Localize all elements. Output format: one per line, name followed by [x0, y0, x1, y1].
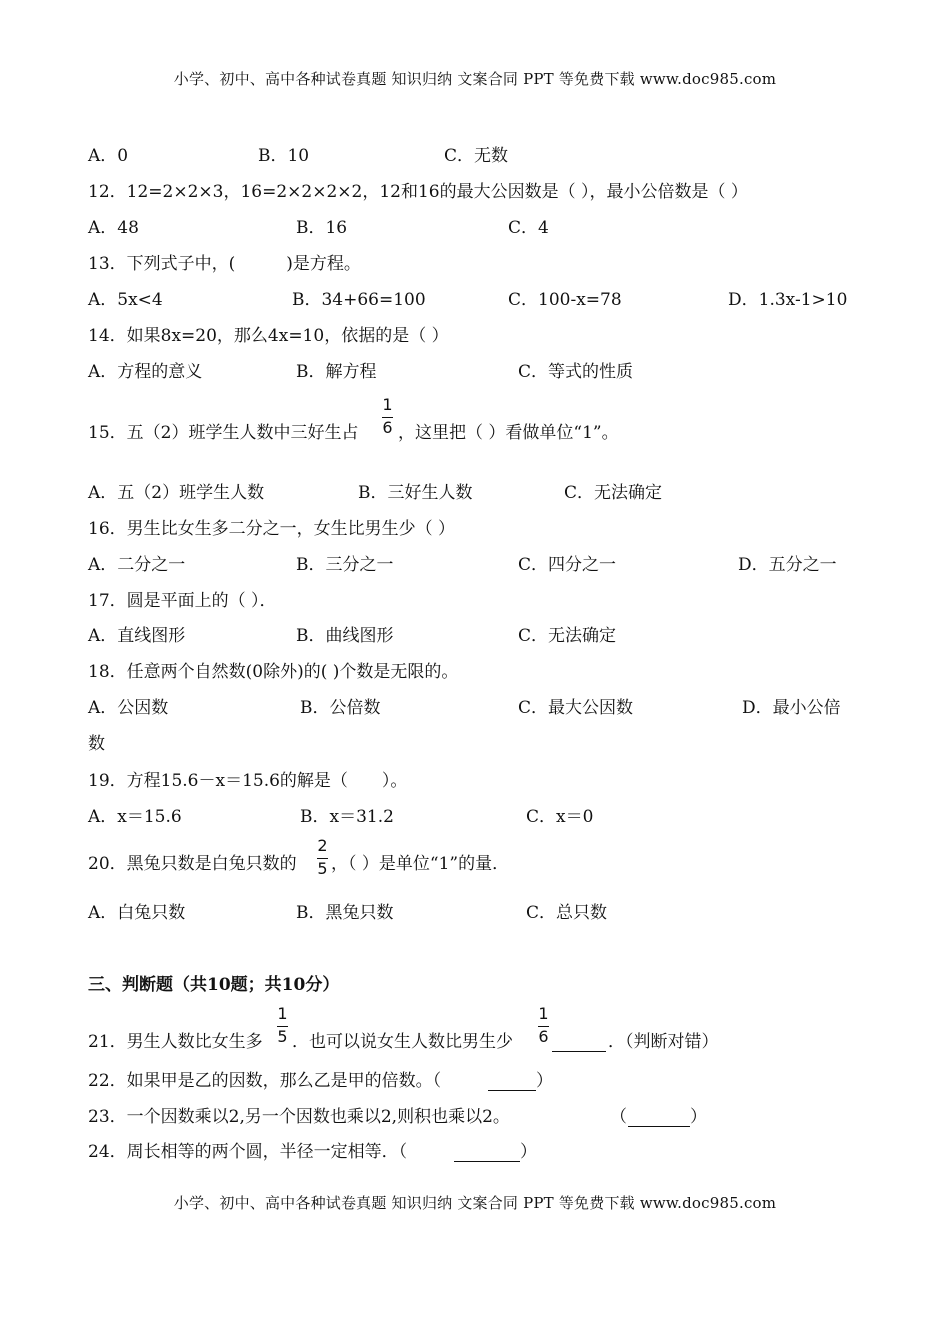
q24-text-pre: 24．周长相等的两个圆，半径一定相等．（	[88, 1142, 408, 1162]
page-header: 小学、初中、高中各种试卷真题 知识归纳 文案合同 PPT 等免费下载 www.doc985.com	[173, 70, 777, 88]
q21-fraction-1-numerator: 1	[277, 1004, 288, 1023]
q22-text-post: ）	[536, 1071, 553, 1091]
q13-options	[88, 289, 868, 311]
q14-option-b: B．解方程	[296, 362, 377, 382]
q22-text	[88, 1070, 788, 1092]
q17-option-b: B．曲线图形	[296, 626, 394, 646]
q21-text-pre: 21．男生人数比女生多	[88, 1032, 263, 1052]
q18-option-a: A．公因数	[88, 698, 169, 718]
q19-option-b: B．x＝31.2	[300, 807, 394, 827]
page-footer: 小学、初中、高中各种试卷真题 知识归纳 文案合同 PPT 等免费下载 www.doc985.com	[173, 1194, 777, 1212]
q20-text-pre: 20．黑兔只数是白兔只数的	[88, 854, 297, 874]
q15-option-b: B．三好生人数	[358, 483, 473, 503]
q15-text-pre: 15．五（2）班学生人数中三好生占	[88, 423, 359, 443]
q21-text	[88, 1004, 788, 1053]
q14-options	[88, 361, 868, 383]
q12-option-c: C．4	[508, 218, 549, 238]
q21-fraction-2-denominator: 6	[538, 1027, 549, 1046]
q15-option-c: C．无法确定	[564, 483, 663, 503]
q18-options	[88, 697, 868, 719]
q15-fraction	[382, 396, 393, 437]
q23-text-post: ）	[690, 1107, 707, 1127]
q17-option-c: C．无法确定	[518, 626, 617, 646]
q23-text	[88, 1106, 788, 1128]
q21-text-post: ．（判断对错）	[608, 1032, 719, 1052]
q23-text-pre: 23．一个因数乘以2,另一个因数也乘以2,则积也乘以2。	[88, 1107, 510, 1127]
q11-option-a: A．0	[88, 146, 129, 166]
q16-option-c: C．四分之一	[518, 555, 617, 575]
q18-text: 18．任意两个自然数(0除外)的( )个数是无限的。	[88, 662, 459, 682]
q14-option-c: C．等式的性质	[518, 362, 634, 382]
q21-text-mid: ．也可以说女生人数比男生少	[292, 1032, 513, 1052]
q11-options	[88, 145, 868, 167]
q18-option-c: C．最大公因数	[518, 698, 634, 718]
q13-text: 13．下列式子中，( )是方程。	[88, 254, 361, 274]
q13-option-b: B．34+66=100	[292, 290, 426, 310]
q16-options	[88, 554, 868, 576]
q24-answer-blank[interactable]	[454, 1141, 520, 1162]
q24-text-post: ）	[520, 1142, 537, 1162]
q21-fraction-1-denominator: 5	[277, 1027, 288, 1046]
q23-answer-blank[interactable]	[628, 1106, 690, 1127]
q15-option-a: A．五（2）班学生人数	[88, 483, 265, 503]
q16-option-b: B．三分之一	[296, 555, 394, 575]
q20-text	[88, 836, 788, 878]
q20-text-post: ，（ ）是单位“1”的量．	[331, 854, 510, 874]
q23-paren-open: （	[610, 1107, 627, 1127]
q20-fraction-numerator: 2	[317, 836, 328, 855]
q16-text: 16．男生比女生多二分之一，女生比男生少（ ）	[88, 519, 456, 539]
section-title: 三、判断题（共10题；共10分）	[88, 975, 340, 995]
q13-option-c: C．100-x=78	[508, 290, 622, 310]
q13-option-d: D．1.3x-1>10	[728, 290, 848, 310]
q17-text: 17．圆是平面上的（ ）．	[88, 591, 277, 611]
q14-option-a: A．方程的意义	[88, 362, 203, 382]
q22-answer-blank[interactable]	[488, 1070, 536, 1091]
q21-answer-blank[interactable]	[552, 1031, 606, 1052]
q11-option-b: B．10	[258, 146, 310, 166]
q19-text: 19．方程15.6－x＝15.6的解是（ ）。	[88, 771, 408, 791]
q20-option-b: B．黑兔只数	[296, 903, 394, 923]
q15-fraction-numerator: 1	[382, 395, 393, 414]
q17-option-a: A．直线图形	[88, 626, 186, 646]
q13-option-a: A．5x<4	[88, 290, 163, 310]
q22-text-pre: 22．如果甲是乙的因数，那么乙是甲的倍数。（	[88, 1071, 442, 1091]
q11-option-c: C．无数	[444, 146, 509, 166]
q16-option-d: D．五分之一	[738, 555, 837, 575]
q20-options	[88, 902, 868, 924]
q12-option-a: A．48	[88, 218, 139, 238]
q19-options	[88, 806, 868, 828]
q17-options	[88, 625, 868, 647]
q20-option-c: C．总只数	[526, 903, 608, 923]
q20-option-a: A．白兔只数	[88, 903, 186, 923]
q12-options	[88, 217, 868, 239]
q12-option-b: B．16	[296, 218, 348, 238]
q21-fraction-2-numerator: 1	[538, 1004, 549, 1023]
q15-text-post: ，这里把（ ）看做单位“1”。	[398, 423, 619, 443]
q15-options	[88, 482, 868, 504]
q20-fraction-denominator: 5	[317, 859, 328, 878]
q18-option-d-wrap: 数	[88, 734, 105, 754]
q12-text: 12．12=2×2×3，16=2×2×2×2，12和16的最大公因数是（ ），最小公倍数是（ ）	[88, 182, 748, 202]
q24-text	[88, 1141, 788, 1163]
q20-fraction	[317, 837, 328, 878]
q16-option-a: A．二分之一	[88, 555, 186, 575]
q15-fraction-denominator: 6	[382, 418, 393, 437]
q21-fraction-2	[538, 1005, 549, 1046]
q21-fraction-1	[277, 1005, 288, 1046]
q19-option-a: A．x＝15.6	[88, 807, 182, 827]
q19-option-c: C．x＝0	[526, 807, 594, 827]
q18-option-b: B．公倍数	[300, 698, 381, 718]
q15-text	[88, 395, 788, 444]
q14-text: 14．如果8x=20，那么4x=10，依据的是（ ）	[88, 326, 449, 346]
q18-option-d: D．最小公倍	[742, 698, 841, 718]
